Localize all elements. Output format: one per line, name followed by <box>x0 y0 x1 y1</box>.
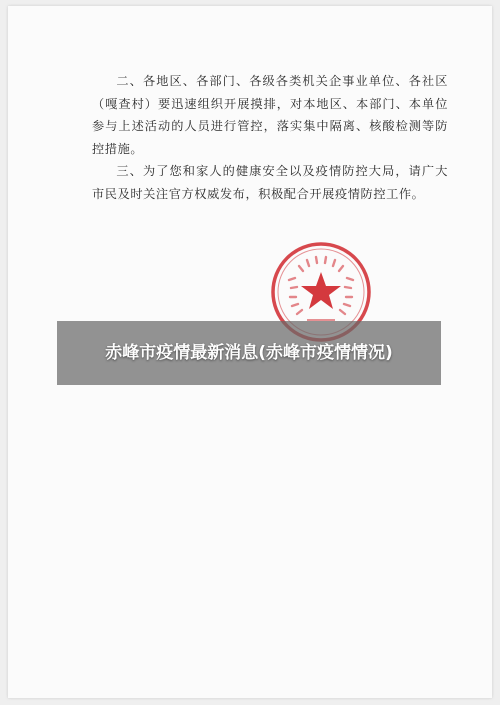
document-body <box>92 70 448 205</box>
title-overlay-banner <box>57 321 441 385</box>
paragraph-3: 三、为了您和家人的健康安全以及疫情防控大局，请广大市民及时关注官方权威发布，积极配合开展疫情防控工作。 <box>92 164 448 201</box>
paragraph-2: 二、各地区、各部门、各级各类机关企事业单位、各社区（嘎查村）要迅速组织开展摸排，对本地区、本部门、本单位参与上述活动的人员进行管控，落实集中隔离、核酸检测等防控措施。 <box>92 74 448 156</box>
banner-title: 赤峰市疫情最新消息(赤峰市疫情情况) <box>105 343 393 363</box>
